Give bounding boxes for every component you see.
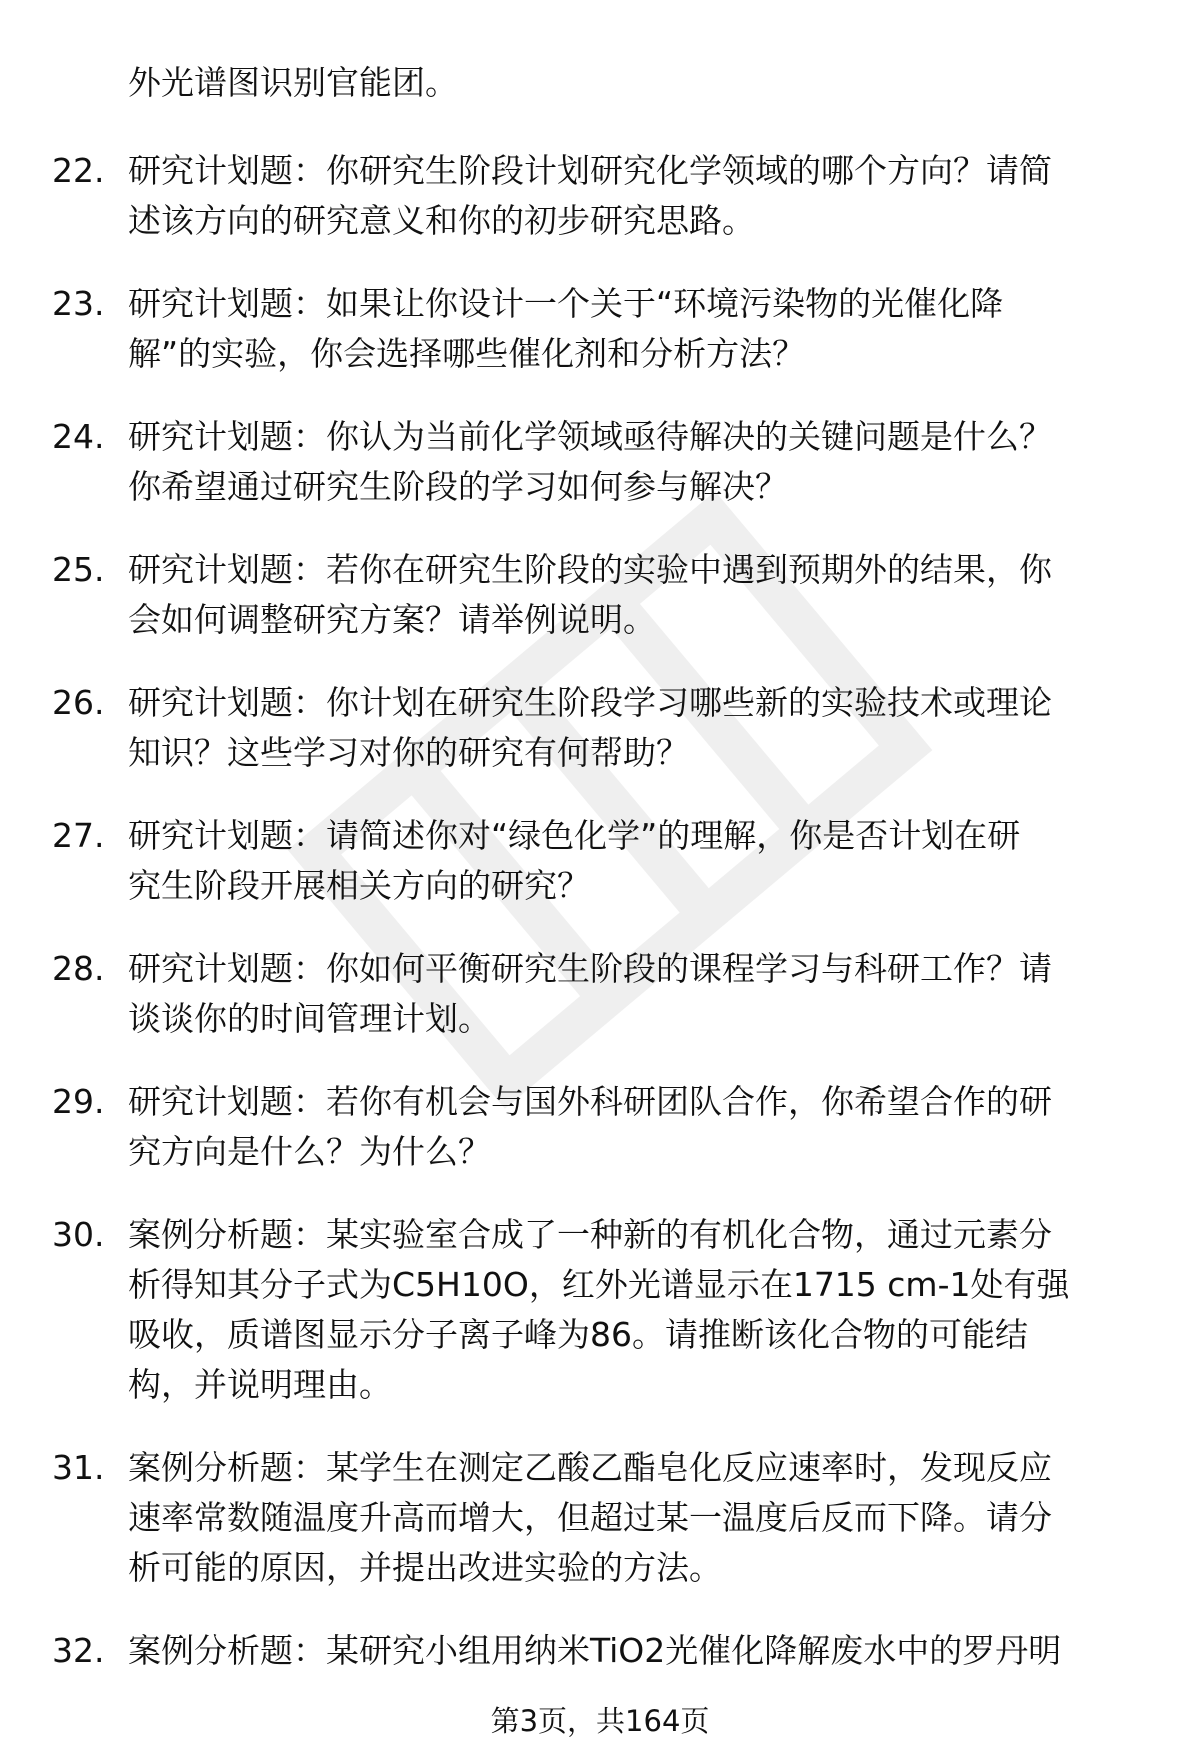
- question-text-line: 速率常数随温度升高而增大，但超过某一温度后反而下降。请分: [128, 1498, 1052, 1537]
- question-text: [128, 1626, 1148, 1676]
- question-number: 25.: [52, 550, 105, 589]
- question-text-line: 述该方向的研究意义和你的初步研究思路。: [128, 201, 755, 240]
- question-number: 23.: [52, 284, 105, 323]
- question-text-line: 会如何调整研究方案？请举例说明。: [128, 600, 656, 639]
- question-text-line: 构，并说明理由。: [128, 1365, 392, 1404]
- question-number: 27.: [52, 816, 105, 855]
- question-item: [52, 545, 1148, 645]
- question-text-line: 析得知其分子式为C5H10O，红外光谱显示在1715 cm-1处有强: [128, 1265, 1070, 1304]
- question-list: [52, 58, 1148, 1709]
- question-text: [128, 944, 1148, 1044]
- question-item: [52, 1626, 1148, 1676]
- question-number: 24.: [52, 417, 105, 456]
- question-number: 30.: [52, 1215, 105, 1254]
- question-item: [52, 412, 1148, 512]
- question-item: [52, 279, 1148, 379]
- question-text-line: 研究计划题：若你在研究生阶段的实验中遇到预期外的结果，你: [128, 550, 1052, 589]
- question-text-line: 解”的实验，你会选择哪些催化剂和分析方法？: [128, 334, 806, 373]
- question-item: [52, 146, 1148, 246]
- question-text: [128, 545, 1148, 645]
- question-item: [52, 1210, 1148, 1410]
- question-text-line: 谈谈你的时间管理计划。: [128, 999, 491, 1038]
- question-text-line: 知识？这些学习对你的研究有何帮助？: [128, 733, 689, 772]
- continuation-line: 外光谱图识别官能团。: [128, 63, 458, 102]
- question-text: [128, 1210, 1148, 1410]
- question-item: [52, 678, 1148, 778]
- question-text-line: 究方向是什么？为什么？: [128, 1132, 491, 1171]
- question-text-line: 案例分析题：某学生在测定乙酸乙酯皂化反应速率时，发现反应: [128, 1448, 1052, 1487]
- question-number: 32.: [52, 1631, 105, 1670]
- question-text: [128, 678, 1148, 778]
- question-text-line: 研究计划题：你认为当前化学领域亟待解决的关键问题是什么？: [128, 417, 1052, 456]
- question-text-line: 研究计划题：你计划在研究生阶段学习哪些新的实验技术或理论: [128, 683, 1052, 722]
- question-text: [128, 1077, 1148, 1177]
- question-text-line: 研究计划题：请简述你对“绿色化学”的理解，你是否计划在研: [128, 816, 1021, 855]
- question-text-line: 案例分析题：某实验室合成了一种新的有机化合物，通过元素分: [128, 1215, 1052, 1254]
- page-footer: 第3页，共164页: [490, 1704, 710, 1738]
- question-text: [128, 146, 1148, 246]
- question-text-line: 研究计划题：你如何平衡研究生阶段的课程学习与科研工作？请: [128, 949, 1052, 988]
- question-number: 28.: [52, 949, 105, 988]
- question-item: [52, 1077, 1148, 1177]
- question-text-line: 吸收，质谱图显示分子离子峰为86。请推断该化合物的可能结: [128, 1315, 1028, 1354]
- question-text: [128, 279, 1148, 379]
- question-text-line: 研究计划题：你研究生阶段计划研究化学领域的哪个方向？请简: [128, 151, 1052, 190]
- question-item: [52, 811, 1148, 911]
- question-item: [52, 1443, 1148, 1593]
- question-text-line: 究生阶段开展相关方向的研究？: [128, 866, 590, 905]
- question-text-line: 研究计划题：如果让你设计一个关于“环境污染物的光催化降: [128, 284, 1004, 323]
- question-number: 31.: [52, 1448, 105, 1487]
- question-number: 29.: [52, 1082, 105, 1121]
- question-text: [128, 1443, 1148, 1593]
- question-text-line: 案例分析题：某研究小组用纳米TiO2光催化降解废水中的罗丹明: [128, 1631, 1062, 1670]
- question-item: [52, 944, 1148, 1044]
- question-number: 22.: [52, 151, 105, 190]
- question-text: [128, 811, 1148, 911]
- question-text-line: 研究计划题：若你有机会与国外科研团队合作，你希望合作的研: [128, 1082, 1052, 1121]
- question-number: 26.: [52, 683, 105, 722]
- question-text-line: 你希望通过研究生阶段的学习如何参与解决？: [128, 467, 788, 506]
- question-text: [128, 412, 1148, 512]
- question-text-line: 析可能的原因，并提出改进实验的方法。: [128, 1548, 722, 1587]
